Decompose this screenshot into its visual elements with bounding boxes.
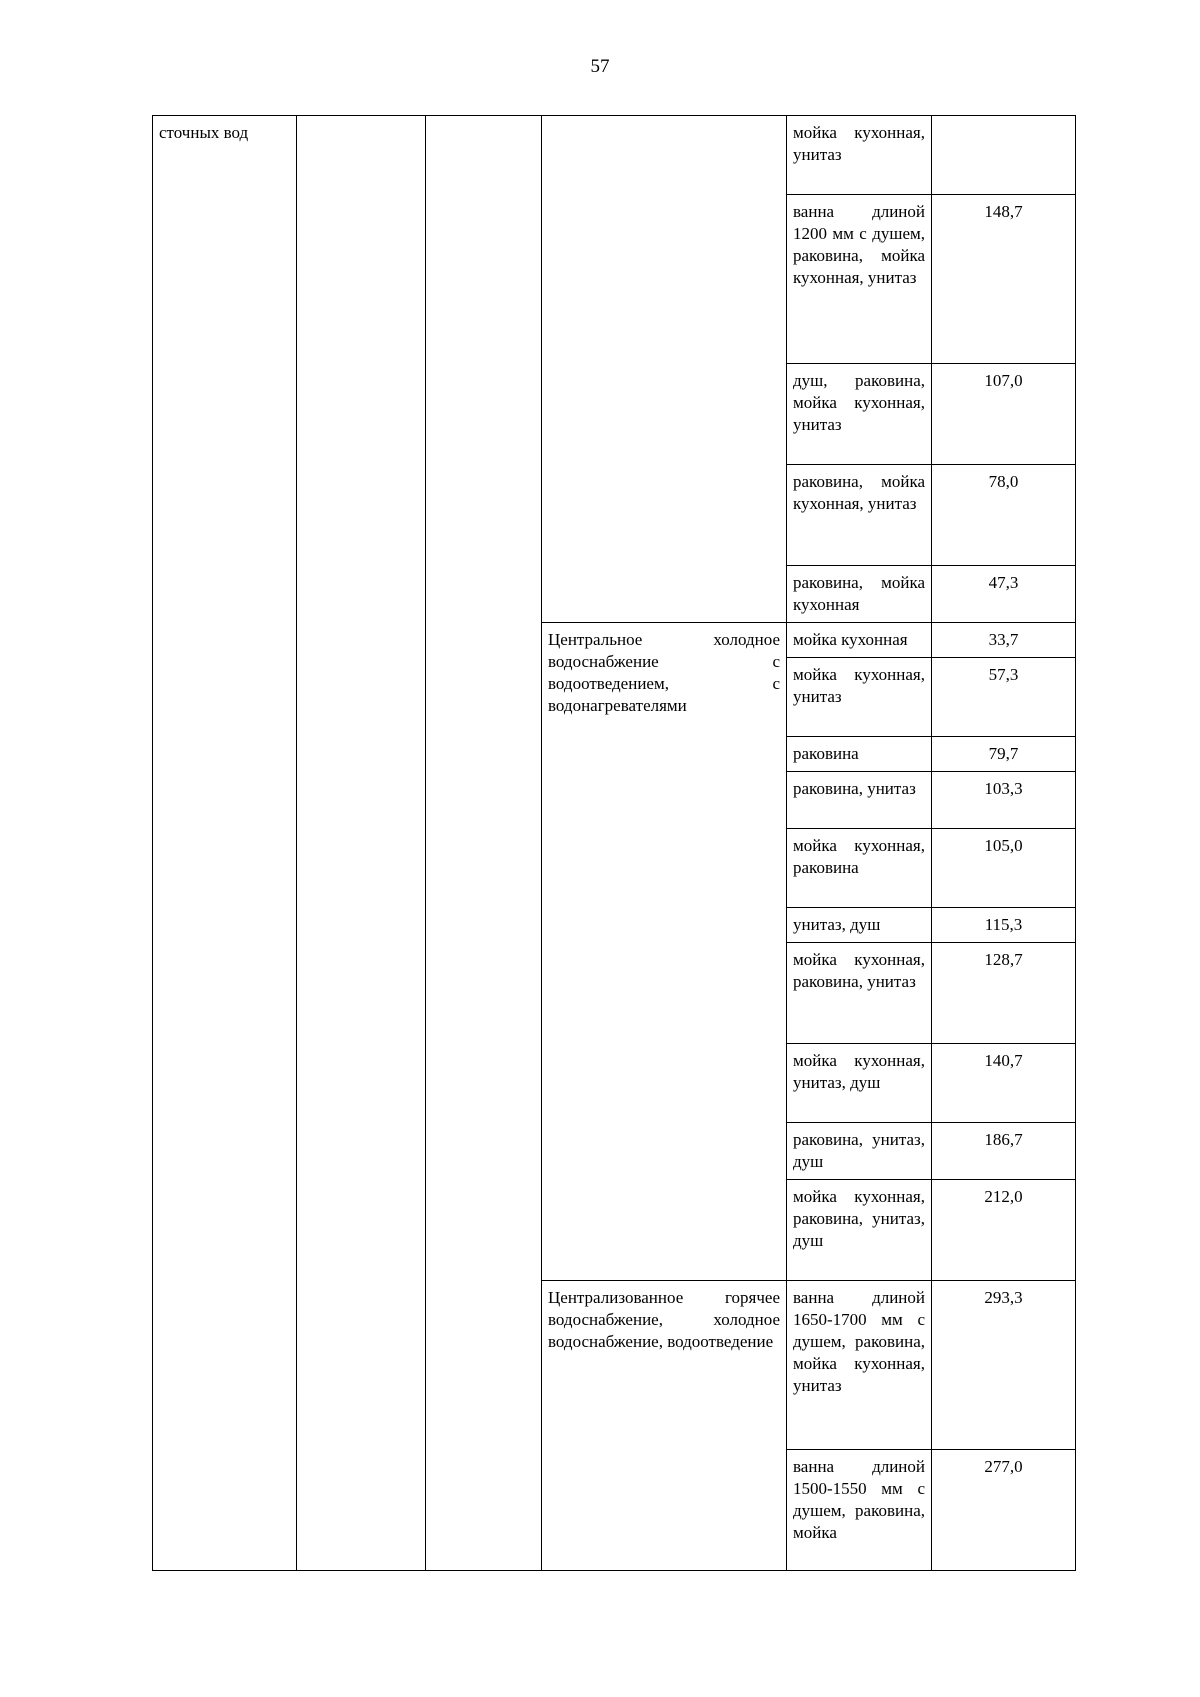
equipment-cell: раковина, унитаз, душ [787,1123,932,1180]
supply-description [542,116,787,623]
value-cell: 293,3 [932,1281,1076,1450]
tariff-table [152,115,1076,1571]
value-cell: 103,3 [932,772,1076,829]
value-cell [932,116,1076,195]
equipment-cell: душ, раковина, мойка кухонная, унитаз [787,364,932,465]
table-row [153,116,1076,195]
supply-description: Централизованное горячее водоснабжение, холодное водоснабжение, водоотведение [542,1281,787,1571]
equipment-cell: раковина, мойка кухонная [787,566,932,623]
equipment-cell: ванна длиной 1200 мм с душем, раковина, мойка кухонная, унитаз [787,195,932,364]
value-cell: 115,3 [932,908,1076,943]
supply-description: Центральное холодное водоснабжение с водоотведением, с водонагревателями [542,623,787,1281]
value-cell: 212,0 [932,1180,1076,1281]
equipment-cell: мойка кухонная, раковина [787,829,932,908]
value-cell: 128,7 [932,943,1076,1044]
empty-column-cell [426,116,542,1571]
value-cell: 78,0 [932,465,1076,566]
value-cell: 33,7 [932,623,1076,658]
equipment-cell: мойка кухонная, раковина, унитаз, душ [787,1180,932,1281]
value-cell: 186,7 [932,1123,1076,1180]
value-cell: 57,3 [932,658,1076,737]
value-cell: 47,3 [932,566,1076,623]
equipment-cell: мойка кухонная, унитаз [787,658,932,737]
equipment-cell: мойка кухонная, раковина, унитаз [787,943,932,1044]
value-cell: 277,0 [932,1450,1076,1571]
equipment-cell: раковина [787,737,932,772]
equipment-cell: унитаз, душ [787,908,932,943]
category-cell: сточных вод [153,116,297,1571]
value-cell: 79,7 [932,737,1076,772]
equipment-cell: мойка кухонная [787,623,932,658]
equipment-cell: раковина, мойка кухонная, унитаз [787,465,932,566]
value-cell: 107,0 [932,364,1076,465]
value-cell: 140,7 [932,1044,1076,1123]
value-cell: 148,7 [932,195,1076,364]
page-number: 57 [590,56,610,77]
equipment-cell: мойка кухонная, унитаз, душ [787,1044,932,1123]
equipment-cell: ванна длиной 1650-1700 мм с душем, раковина, мойка кухонная, унитаз [787,1281,932,1450]
equipment-cell: ванна длиной 1500-1550 мм с душем, раковина, мойка [787,1450,932,1571]
equipment-cell: мойка кухонная, унитаз [787,116,932,195]
empty-column-cell [297,116,426,1571]
equipment-cell: раковина, унитаз [787,772,932,829]
value-cell: 105,0 [932,829,1076,908]
